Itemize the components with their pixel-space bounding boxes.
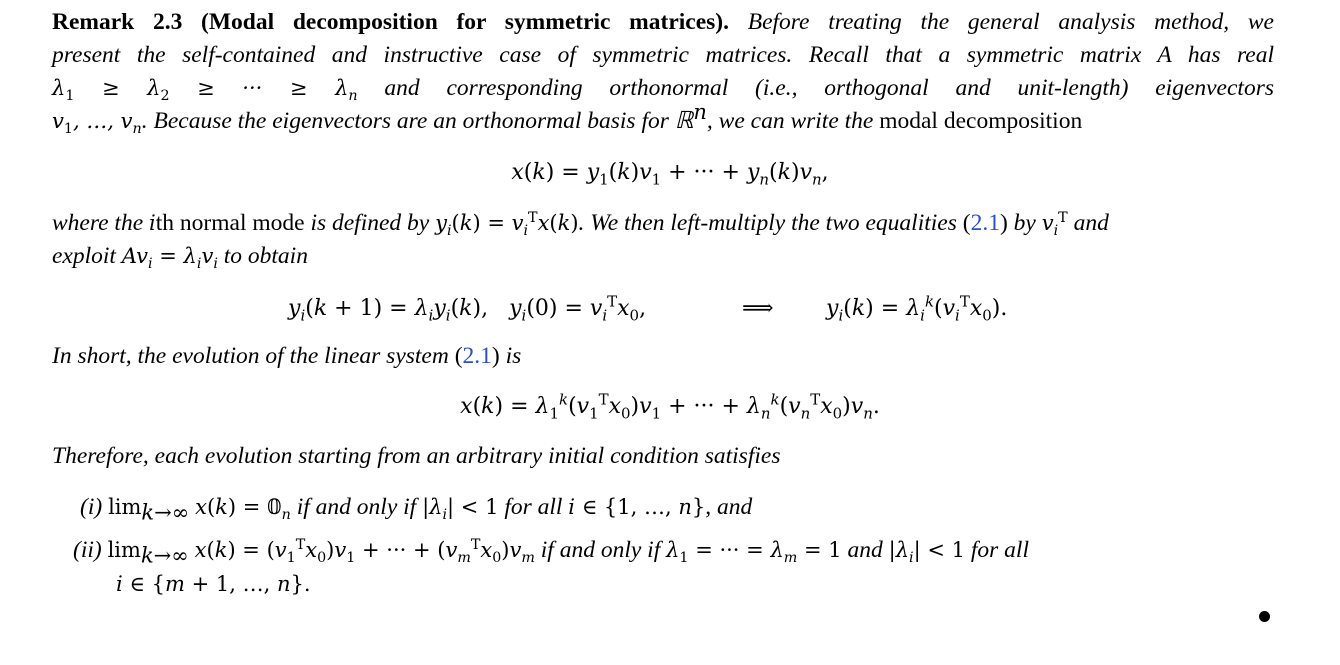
- eq-ref-2-1[interactable]: 2.1: [970, 210, 1000, 236]
- end-of-remark-bullet: [1259, 611, 1270, 622]
- exploit-line: exploit $Av_i = \lambda_iv_i$ to obtain: [52, 243, 308, 273]
- remark-line4: $v_1$, …, $v_n$. Because the eigenvectors are an orthonormal basis for ℝ$^n$, we can write the modal decomposition: [52, 100, 1083, 138]
- remark-page: Remark 2.3 (Modal decomposition for symmetric matrices). Before treating the general analysis method, we present the self-contained and instructive case of symmetric matrices. Recall that a symmetric matrix A has real $\lambda_1 \ge \lambda_2$ ≥ ··· ≥ $\lambda_n$ and corresponding orthonormal (i.e., orthogonal and unit-length) eigenvectors $v_1$, …, $v_n$. Because the eigenvectors are an orthonormal basis for ℝ$^n$, we can write the modal decomposition $x(k) = y_1(k)v_1$ + ··· + $y_n(k)v_n$, where the ith normal mode is defined by $y_i(k) = v_i^Tx(k)$. We then left-multiply the two equalities (2.1) by $v_i^T$ and exploit $Av_i = \lambda_iv_i$ to obtain $y_i(k + 1) = \lambda_iy_i(k)$, $y_i(0) = v_i^Tx_0$, ⟹ $y_i(k) = \lambda_i^k(v_i^Tx_0)$. In short, the evolution of the linear system (2.1) is $x(k) = \lambda_1^k(v_1^Tx_0)v_1$ + ··· + $\lambda_n^k(v_n^Tx_0)v_n$. Therefore, each evolution starting from an arbitrary initial condition satisfies (i) $\lim_{k\to\infty} x(k)$ = $𝟘_n$ if and only if $|\lambda_i| < 1$ for all i ∈ {1, …, n}, and (ii) $\lim_{k\to\infty} x(k) = (v_1^Tx_0)v_1$ + ··· + $(v_m^Tx_0)v_m$ if and only if $\lambda_1$ = ··· = $\lambda_m = 1$ and $|\lambda_i| < 1$ for all i ∈ {m + 1, …, n}.: [0, 0, 1340, 665]
- remark-line3: $\lambda_1 \ge \lambda_2$ ≥ ··· ≥ $\lambda_n$ and corresponding orthonormal (i.e., orthogonal and unit-length) eigenvectors: [52, 75, 1274, 105]
- eq-ref-2-1-b[interactable]: 2.1: [462, 343, 492, 369]
- condition-item-ii: (ii) $\lim_{k\to\infty} x(k) = (v_1^Tx_0)v_1$ + ··· + $(v_m^Tx_0)v_m$ if and only if $\lambda_1$ = ··· = $\lambda_m = 1$ and $|\lambda_i| < 1$ for all: [73, 537, 1029, 568]
- remark-text-line1: Before treating the general analysis method, we: [747, 9, 1274, 35]
- therefore-line: Therefore, each evolution starting from an arbitrary initial condition satisfies: [52, 443, 781, 469]
- modal-decomposition-term: modal decomposition: [879, 108, 1083, 134]
- equation-modal-decomposition: $x(k) = y_1(k)v_1$ + ··· + $y_n(k)v_n$,: [511, 160, 829, 189]
- remark-paragraph: [52, 6, 1274, 39]
- normal-mode-term: normal mode: [179, 210, 305, 236]
- condition-item-ii-cont: i ∈ {m + 1, …, n}.: [116, 572, 311, 596]
- condition-item-i: (i) $\lim_{k\to\infty} x(k)$ = $𝟘_n$ if and only if $|\lambda_i| < 1$ for all i ∈ {1, …, n}, and: [80, 494, 753, 525]
- remark-title: Remark 2.3 (Modal decomposition for symmetric matrices).: [52, 9, 729, 35]
- in-short-line: In short, the evolution of the linear system (2.1) is: [52, 343, 522, 369]
- equation-system-evolution: $x(k) = \lambda_1^k(v_1^Tx_0)v_1$ + ··· + $\lambda_n^k(v_n^Tx_0)v_n$.: [460, 390, 880, 423]
- where-line: where the ith normal mode is defined by $y_i(k) = v_i^Tx(k)$. We then left-multiply the two equalities (2.1) by $v_i^T$ and: [52, 210, 1109, 240]
- remark-line2: present the self-contained and instructive case of symmetric matrices. Recall that a symmetric matrix A has real: [52, 42, 1274, 68]
